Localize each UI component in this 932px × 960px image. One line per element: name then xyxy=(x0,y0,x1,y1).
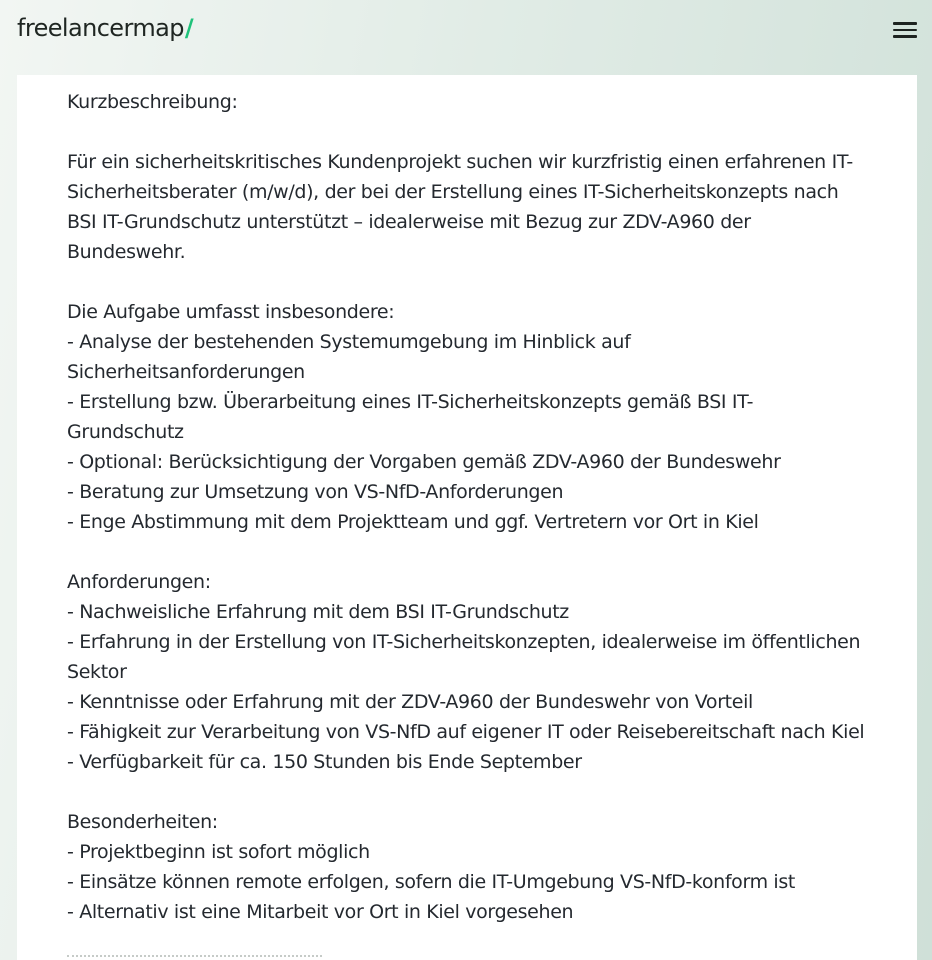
cut-off-text-line xyxy=(67,955,322,960)
intro-heading: Kurzbeschreibung: xyxy=(67,91,238,113)
requirement-line: - Fähigkeit zur Verarbeitung von VS-NfD auf eigener IT oder Reisebereitschaft nach Kiel xyxy=(67,721,865,743)
top-bar xyxy=(0,0,932,62)
task-line: Sicherheitsanforderungen xyxy=(67,361,305,383)
requirements-heading: Anforderungen: xyxy=(67,571,211,593)
task-line: - Erstellung bzw. Überarbeitung eines IT-Sicherheitskonzepts gemäß BSI IT- xyxy=(67,391,754,413)
logo-text: freelancermap xyxy=(17,14,184,42)
special-line: - Alternativ ist eine Mitarbeit vor Ort in Kiel vorgesehen xyxy=(67,901,574,923)
intro-line: Für ein sicherheitskritisches Kundenprojekt suchen wir kurzfristig einen erfahrenen IT- xyxy=(67,151,853,173)
task-line: - Optional: Berücksichtigung der Vorgaben gemäß ZDV-A960 der Bundeswehr xyxy=(67,451,781,473)
task-line: - Analyse der bestehenden Systemumgebung im Hinblick auf xyxy=(67,331,631,353)
requirement-line: Sektor xyxy=(67,661,127,683)
requirement-line: - Erfahrung in der Erstellung von IT-Sicherheitskonzepten, idealerweise im öffentlichen xyxy=(67,631,861,653)
requirement-line: - Verfügbarkeit für ca. 150 Stunden bis Ende September xyxy=(67,751,582,773)
hamburger-menu-icon[interactable] xyxy=(893,20,917,40)
task-line: - Beratung zur Umsetzung von VS-NfD-Anforderungen xyxy=(67,481,564,503)
freelancermap-logo[interactable] xyxy=(17,14,193,42)
intro-line: Bundeswehr. xyxy=(67,241,186,263)
tasks-heading: Die Aufgabe umfasst insbesondere: xyxy=(67,301,395,323)
project-description-text xyxy=(67,87,887,927)
intro-line: BSI IT-Grundschutz unterstützt – idealerweise mit Bezug zur ZDV-A960 der xyxy=(67,211,751,233)
requirement-line: - Kenntnisse oder Erfahrung mit der ZDV-A960 der Bundeswehr von Vorteil xyxy=(67,691,753,713)
requirement-line: - Nachweisliche Erfahrung mit dem BSI IT-Grundschutz xyxy=(67,601,569,623)
special-line: - Einsätze können remote erfolgen, sofern die IT-Umgebung VS-NfD-konform ist xyxy=(67,871,796,893)
task-line: Grundschutz xyxy=(67,421,184,443)
intro-line: Sicherheitsberater (m/w/d), der bei der Erstellung eines IT-Sicherheitskonzepts nach xyxy=(67,181,839,203)
project-description-card xyxy=(17,75,917,960)
special-line: - Projektbeginn ist sofort möglich xyxy=(67,841,370,863)
logo-slash: / xyxy=(184,14,194,42)
special-heading: Besonderheiten: xyxy=(67,811,218,833)
task-line: - Enge Abstimmung mit dem Projektteam und ggf. Vertretern vor Ort in Kiel xyxy=(67,511,759,533)
